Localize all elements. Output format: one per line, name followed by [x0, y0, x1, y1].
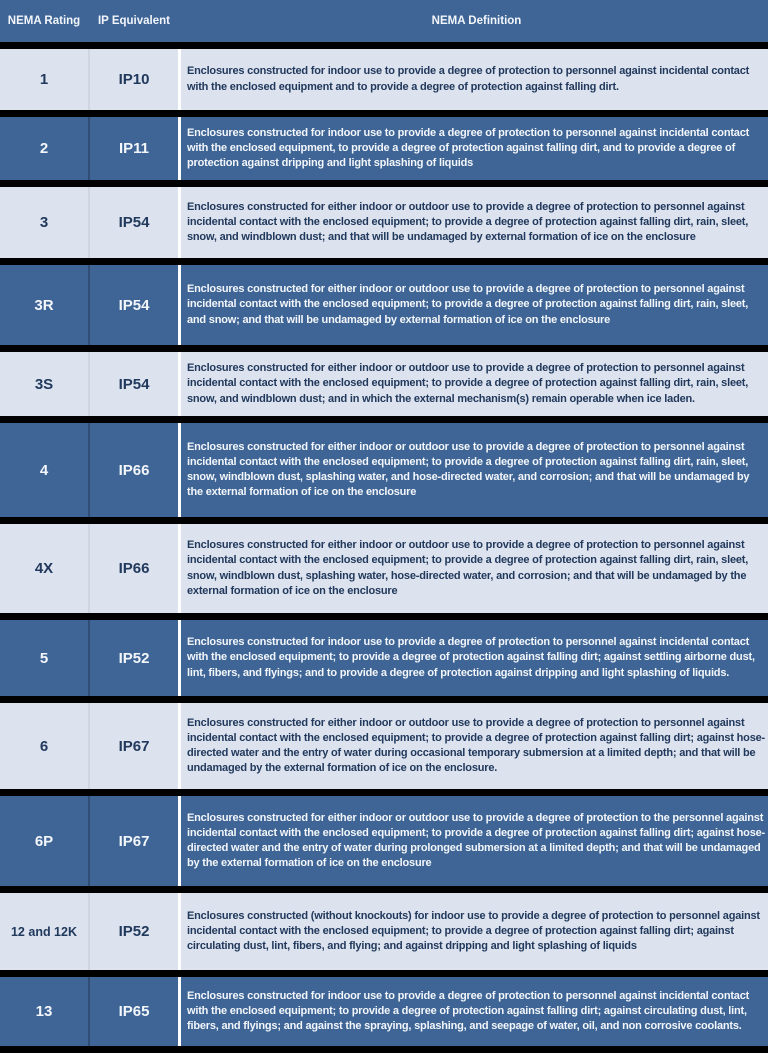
row-separator — [0, 345, 768, 352]
table-row — [0, 703, 768, 789]
nema-definition-cell: Enclosures constructed for indoor use to provide a degree of protection to personnel against incidental contact with the enclosed equipment and to provide a degree of protection against falling dirt. — [178, 49, 768, 110]
table-row — [0, 187, 768, 258]
nema-definition-cell: Enclosures constructed for either indoor or outdoor use to provide a degree of protection to personnel against incidental contact with the enclosed equipment; to provide a degree of protection against falling dirt, rain, sleet, snow, windblown dust, splashing water, and hose-directed water, and corrosion; and that will be undamaged by the external formation of ice on the enclosure — [178, 423, 768, 517]
column-header-ip-equivalent: IP Equivalent — [97, 15, 170, 27]
nema-definition-cell: Enclosures constructed for either indoor or outdoor use to provide a degree of protection to personnel against incidental contact with the enclosed equipment; to provide a degree of protection against falling dirt, rain, sleet, and snow; and that will be undamaged by external formation of ice on the enclosure — [178, 265, 768, 345]
nema-rating-cell: 13 — [35, 1003, 53, 1020]
ip-equivalent-cell: IP65 — [88, 977, 178, 1046]
column-header-nema-definition: NEMA Definition — [431, 15, 522, 27]
nema-definition-cell: Enclosures constructed for indoor use to provide a degree of protection to personnel against incidental contact with the enclosed equipment; to provide a degree of protection against falling dirt; against circulating dust, lint, fibers, and flyings; and against the spraying, splashing, and seepage of water, oil, and non corrosive coolants. — [178, 977, 768, 1046]
row-separator — [0, 970, 768, 977]
nema-rating-cell: 3S — [34, 375, 54, 393]
ip-equivalent-cell: IP67 — [88, 796, 178, 886]
nema-rating-cell: 6P — [34, 832, 54, 850]
nema-rating-cell: 2 — [39, 140, 49, 157]
nema-definition-cell: Enclosures constructed for either indoor or outdoor use to provide a degree of protection to personnel against incidental contact with the enclosed equipment; to provide a degree of protection against falling dirt, rain, sleet, snow, and windblown dust; and that will be undamaged by external formation of ice on the enclosure — [178, 187, 768, 258]
table-row — [0, 117, 768, 180]
nema-rating-cell: 12 and 12K — [10, 924, 77, 939]
nema-rating-cell: 4 — [39, 461, 49, 479]
table-row — [0, 352, 768, 416]
row-separator — [0, 789, 768, 796]
row-separator — [0, 1046, 768, 1053]
ip-equivalent-cell: IP52 — [88, 620, 178, 696]
nema-definition-cell: Enclosures constructed for either indoor or outdoor use to provide a degree of protection to personnel against incidental contact with the enclosed equipment; to provide a degree of protection against falling dirt, rain, sleet, snow, and windblown dust; and in which the external mechanism(s) remain operable when ice laden. — [178, 352, 768, 416]
row-separator — [0, 886, 768, 893]
row-separator — [0, 416, 768, 423]
table-row — [0, 796, 768, 886]
table-row — [0, 423, 768, 517]
ip-equivalent-cell: IP11 — [88, 117, 178, 180]
nema-definition-cell: Enclosures constructed for indoor use to provide a degree of protection to personnel against incidental contact with the enclosed equipment, to provide a degree of protection against falling dirt, and to provide a degree of protection against dripping and light splashing of liquids — [178, 117, 768, 180]
table-row — [0, 893, 768, 970]
ip-equivalent-cell: IP67 — [88, 703, 178, 789]
table-header-row — [0, 0, 768, 42]
nema-rating-cell: 1 — [39, 71, 49, 88]
row-separator — [0, 613, 768, 620]
table-row — [0, 620, 768, 696]
nema-definition-cell: Enclosures constructed for indoor use to provide a degree of protection to personnel against incidental contact with the enclosed equipment; to provide a degree of protection against falling dirt; against settling airborne dust, lint, fibers, and flyings; and to provide a degree of protection against dripping and light splashing of liquids. — [178, 620, 768, 696]
nema-definition-cell: Enclosures constructed for either indoor or outdoor use to provide a degree of protection to personnel against incidental contact with the enclosed equipment; to provide a degree of protection against falling dirt, rain, sleet, snow, windblown dust, splashing water, hose-directed water, and corrosion; and that will be undamaged by the external formation of ice on the enclosure — [178, 524, 768, 613]
row-separator — [0, 42, 768, 49]
table-row — [0, 977, 768, 1046]
column-header-nema-rating: NEMA Rating — [7, 15, 81, 27]
row-separator — [0, 110, 768, 117]
row-separator — [0, 696, 768, 703]
ip-equivalent-cell: IP66 — [88, 524, 178, 613]
nema-definition-cell: Enclosures constructed (without knockouts) for indoor use to provide a degree of protection to personnel against incidental contact with the enclosed equipment; to provide a degree of protection against falling dirt; against circulating dust, lint, fibers, and flying; and against dripping and light splashing of liquids — [178, 893, 768, 970]
ip-equivalent-cell: IP52 — [88, 893, 178, 970]
ip-equivalent-cell: IP10 — [88, 49, 178, 110]
table-row — [0, 524, 768, 613]
row-separator — [0, 517, 768, 524]
nema-rating-cell: 5 — [39, 649, 49, 667]
ip-equivalent-cell: IP54 — [88, 352, 178, 416]
table-row — [0, 265, 768, 345]
nema-definition-cell: Enclosures constructed for either indoor or outdoor use to provide a degree of protection to the personnel against incidental contact with the enclosed equipment; to provide a degree of protection against falling dirt; against hose-directed water and the entry of water during prolonged submersion at a limited depth; and that will be undamaged by the external formation of ice on the enclosure — [178, 796, 768, 886]
nema-rating-cell: 3 — [39, 214, 49, 231]
ip-equivalent-cell: IP66 — [88, 423, 178, 517]
row-separator — [0, 180, 768, 187]
nema-rating-cell: 6 — [39, 737, 49, 755]
table-row — [0, 49, 768, 110]
nema-rating-cell: 4X — [34, 560, 54, 577]
ip-equivalent-cell: IP54 — [88, 265, 178, 345]
nema-definition-cell: Enclosures constructed for either indoor or outdoor use to provide a degree of protection to personnel against incidental contact with the enclosed equipment; to provide a degree of protection against falling dirt; against hose-directed water and the entry of water during occasional temporary submersion at a limited depth; and that will be undamaged by the external formation of ice on the enclosure. — [178, 703, 768, 789]
nema-rating-cell: 3R — [34, 296, 54, 314]
row-separator — [0, 258, 768, 265]
ip-equivalent-cell: IP54 — [88, 187, 178, 258]
